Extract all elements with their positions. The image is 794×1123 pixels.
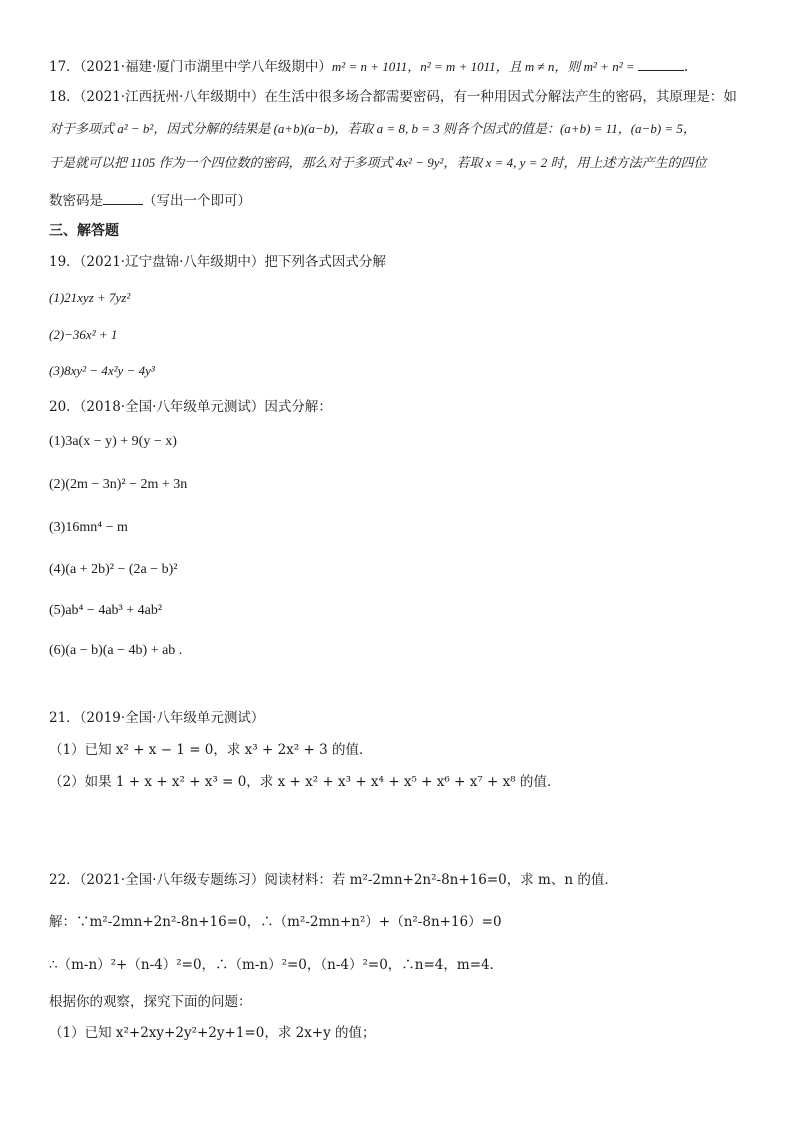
q21-item-1: （1）已知 x² + x − 1 = 0，求 x³ + 2x² + 3 的值．	[49, 742, 373, 758]
q21-item-2: （2）如果 1 + x + x² + x³ = 0，求 x + x² + x³ + x⁴ + x⁵ + x⁶ + x⁷ + x⁸ 的值．	[49, 774, 561, 790]
q19-item-1: (1)21xyz + 7yz²	[49, 290, 131, 305]
q20-item-2: (2)(2m − 3n)² − 2m + 3n	[49, 477, 188, 492]
q17-end: .	[683, 59, 689, 75]
answer-blank	[638, 56, 684, 71]
q17-number: 17．	[49, 59, 80, 75]
q19-item-2: (2)−36x² + 1	[49, 327, 118, 342]
q18-line-2-text: 对于多项式 a² − b²，因式分解的结果是 (a+b)(a−b)，若取 a = 8, b = 3 则各个因式的值是：(a+b) = 11，(a−b) = 5，	[49, 121, 696, 136]
q18-line-4	[49, 190, 754, 211]
q20-item-3: (3)16mn⁴ − m	[49, 520, 128, 535]
q19-item-3: (3)8xy² − 4x²y − 4y³	[49, 363, 155, 378]
q18-line-3	[49, 153, 754, 173]
q21-title: 21．（2019·全国·八年级单元测试）	[49, 710, 265, 726]
q18-line-2	[49, 119, 754, 139]
q20-item-6: (6)(a − b)(a − 4b) + ab .	[49, 643, 183, 658]
q20-item-5: (5)ab⁴ − 4ab³ + 4ab²	[49, 603, 163, 618]
q18-line-4-prefix: 数密码是	[49, 193, 103, 209]
question-17	[49, 56, 754, 77]
q22-prompt: 根据你的观察，探究下面的问题：	[49, 994, 252, 1010]
q22-item-1: （1）已知 x²+2xy+2y²+2y+1=0，求 2x+y 的值；	[49, 1025, 376, 1041]
q17-source: （2021·福建·厦门市湖里中学八年级期中）	[79, 59, 332, 75]
q22-solution-1: 解：∵m²-2mn+2n²-8n+16=0，∴（m²-2mn+n²）+（n²-8n+16）=0	[49, 914, 502, 930]
q22-solution-2: ∴（m-n）²+（n-4）²=0，∴（m-n）²=0，（n-4）²=0，∴n=4，m=4．	[49, 957, 504, 973]
q17-equation: m² = n + 1011，n² = m + 1011，且 m ≠ n，则 m² + n² =	[331, 59, 638, 74]
q18-line-4-suffix: （写出一个即可）	[143, 193, 251, 209]
q18-line-3-text: 于是就可以把 1105 作为一个四位数的密码，那么对于多项式 4x² − 9y²，若取 x = 4, y = 2 时，用上述方法产生的四位	[49, 155, 707, 170]
q18-line-1: 18．（2021·江西抚州·八年级期中）在生活中很多场合都需要密码，有一种用因式分解法产生的密码，其原理是：如	[49, 89, 737, 105]
q20-item-1: (1)3a(x − y) + 9(y − x)	[49, 434, 177, 449]
answer-blank	[103, 190, 143, 205]
q20-item-4: (4)(a + 2b)² − (2a − b)²	[49, 562, 178, 577]
q22-title: 22．（2021·全国·八年级专题练习）阅读材料：若 m²-2mn+2n²-8n+16=0，求 m、n 的值．	[49, 872, 618, 888]
q20-title: 20．（2018·全国·八年级单元测试）因式分解：	[49, 399, 332, 415]
q19-title: 19．（2021·辽宁盘锦·八年级期中）把下列各式因式分解	[49, 254, 386, 270]
section-heading: 三、解答题	[49, 223, 119, 239]
